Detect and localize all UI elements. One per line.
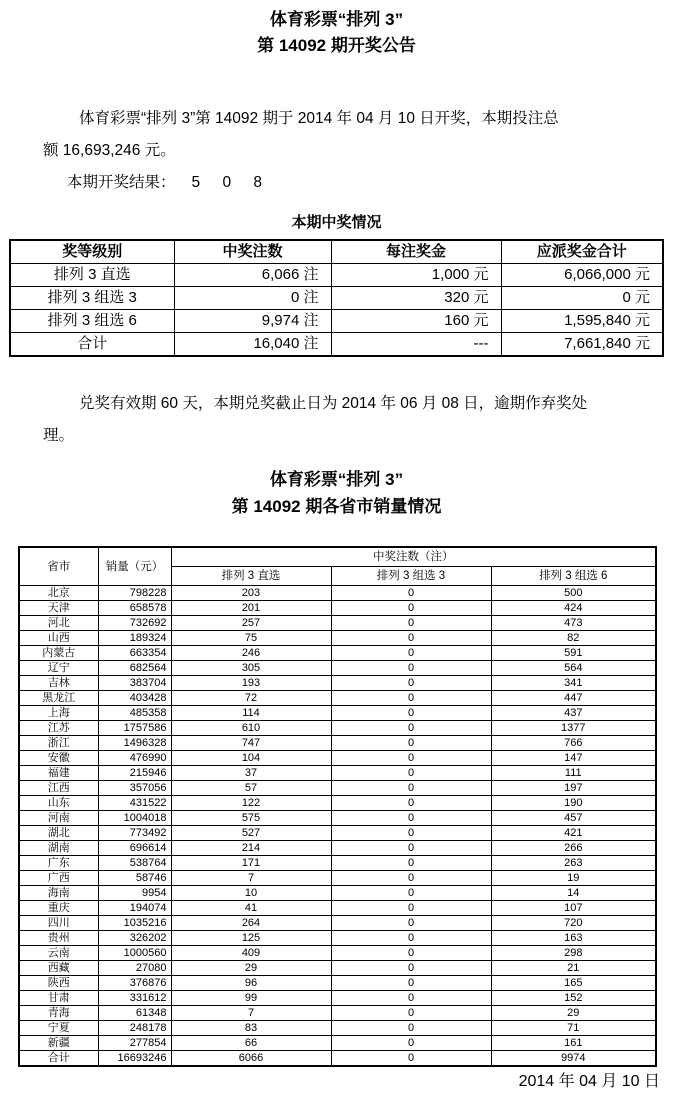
table-cell: 152 — [491, 991, 656, 1006]
table-cell: 71 — [491, 1021, 656, 1036]
table-row — [19, 826, 656, 841]
table-cell: 0 — [331, 721, 491, 736]
table-row — [19, 1021, 656, 1036]
table-cell: 江苏 — [19, 721, 98, 736]
table-cell: 320 元 — [331, 287, 501, 310]
table-cell: 湖北 — [19, 826, 98, 841]
table-cell: 424 — [491, 601, 656, 616]
table-row — [19, 931, 656, 946]
table-cell: 29 — [491, 1006, 656, 1021]
table-cell: 96 — [171, 976, 331, 991]
table-cell: 西藏 — [19, 961, 98, 976]
table-row — [19, 991, 656, 1006]
table-cell: 天津 — [19, 601, 98, 616]
table-cell: 0 元 — [501, 287, 663, 310]
table-cell: 437 — [491, 706, 656, 721]
table-cell: 7 — [171, 1006, 331, 1021]
table-cell: 663354 — [98, 646, 171, 661]
page-title — [0, 0, 673, 59]
table-cell: 147 — [491, 751, 656, 766]
table-cell: 409 — [171, 946, 331, 961]
table-cell: 747 — [171, 736, 331, 751]
table-cell: 排列 3 直选 — [10, 264, 174, 287]
table-cell: 宁夏 — [19, 1021, 98, 1036]
table-cell: 58746 — [98, 871, 171, 886]
table-cell: 421 — [491, 826, 656, 841]
table-row — [19, 646, 656, 661]
table-row — [19, 766, 656, 781]
table-cell: 99 — [171, 991, 331, 1006]
table-cell: 黑龙江 — [19, 691, 98, 706]
table-cell: 0 — [331, 886, 491, 901]
table-cell: 排列 3 组选 6 — [10, 310, 174, 333]
table-cell: 0 — [331, 826, 491, 841]
table-cell: 27080 — [98, 961, 171, 976]
table-cell: 527 — [171, 826, 331, 841]
intro-line2: 额 16,693,246 元。 — [43, 142, 176, 159]
table-row — [10, 287, 663, 310]
table-row — [10, 264, 663, 287]
draw-result-label: 本期开奖结果： — [67, 174, 176, 191]
table-cell: 云南 — [19, 946, 98, 961]
table-cell: 1377 — [491, 721, 656, 736]
table-cell: 104 — [171, 751, 331, 766]
table-cell: 564 — [491, 661, 656, 676]
table-row — [19, 916, 656, 931]
prize-header-amount: 每注奖金 — [331, 240, 501, 264]
table-cell: 合计 — [10, 333, 174, 357]
sales-column-header: 销量（元） — [98, 547, 171, 586]
table-cell: 61348 — [98, 1006, 171, 1021]
sales-title-line1: 体育彩票“排列 3” — [269, 470, 404, 489]
table-cell: 1,595,840 元 — [501, 310, 663, 333]
redeem-notice — [43, 388, 645, 452]
table-cell: 0 — [331, 1006, 491, 1021]
table-row — [19, 856, 656, 871]
table-cell: 766 — [491, 736, 656, 751]
table-cell: 305 — [171, 661, 331, 676]
table-cell: 383704 — [98, 676, 171, 691]
table-cell: 0 — [331, 961, 491, 976]
table-cell: 538764 — [98, 856, 171, 871]
table-cell: --- — [331, 333, 501, 357]
prize-header-count: 中奖注数 — [174, 240, 331, 264]
table-cell: 1035216 — [98, 916, 171, 931]
draw-result-line — [67, 167, 673, 199]
table-cell: 29 — [171, 961, 331, 976]
sales-table — [18, 546, 657, 1067]
table-cell: 河北 — [19, 616, 98, 631]
table-cell: 江西 — [19, 781, 98, 796]
table-cell: 6066 — [171, 1051, 331, 1067]
table-row — [19, 811, 656, 826]
table-row — [19, 901, 656, 916]
table-cell: 0 — [331, 991, 491, 1006]
table-cell: 重庆 — [19, 901, 98, 916]
sales-title-line2: 第 14092 期各省市销量情况 — [231, 497, 442, 516]
table-cell: 163 — [491, 931, 656, 946]
table-row — [19, 601, 656, 616]
intro-paragraph — [43, 103, 645, 167]
table-cell: 辽宁 — [19, 661, 98, 676]
table-cell: 0 — [331, 946, 491, 961]
table-row — [19, 1006, 656, 1021]
table-cell: 403428 — [98, 691, 171, 706]
table-row — [19, 736, 656, 751]
table-cell: 9954 — [98, 886, 171, 901]
table-cell: 0 — [331, 736, 491, 751]
table-cell: 266 — [491, 841, 656, 856]
table-cell: 6,066 注 — [174, 264, 331, 287]
table-cell: 河南 — [19, 811, 98, 826]
table-cell: 75 — [171, 631, 331, 646]
table-cell: 浙江 — [19, 736, 98, 751]
table-cell: 298 — [491, 946, 656, 961]
table-row — [19, 586, 656, 601]
table-row — [19, 961, 656, 976]
table-cell: 37 — [171, 766, 331, 781]
table-cell: 0 — [331, 601, 491, 616]
table-cell: 福建 — [19, 766, 98, 781]
table-row — [19, 676, 656, 691]
table-row — [10, 333, 663, 357]
table-cell: 575 — [171, 811, 331, 826]
table-cell: 0 — [331, 871, 491, 886]
table-cell: 264 — [171, 916, 331, 931]
table-cell: 326202 — [98, 931, 171, 946]
table-cell: 66 — [171, 1036, 331, 1051]
table-row — [19, 976, 656, 991]
table-cell: 83 — [171, 1021, 331, 1036]
table-cell: 1000560 — [98, 946, 171, 961]
table-cell: 7 — [171, 871, 331, 886]
table-cell: 773492 — [98, 826, 171, 841]
table-cell: 214 — [171, 841, 331, 856]
win-counts-group-header: 中奖注数（注） — [171, 547, 656, 567]
table-cell: 82 — [491, 631, 656, 646]
table-cell: 上海 — [19, 706, 98, 721]
table-cell: 合计 — [19, 1051, 98, 1067]
table-cell: 0 — [331, 841, 491, 856]
table-cell: 201 — [171, 601, 331, 616]
table-cell: 189324 — [98, 631, 171, 646]
table-row — [19, 796, 656, 811]
table-cell: 72 — [171, 691, 331, 706]
province-column-header: 省市 — [19, 547, 98, 586]
table-cell: 263 — [491, 856, 656, 871]
table-cell: 青海 — [19, 1006, 98, 1021]
table-cell: 798228 — [98, 586, 171, 601]
table-cell: 0 — [331, 916, 491, 931]
table-cell: 内蒙古 — [19, 646, 98, 661]
table-cell: 广西 — [19, 871, 98, 886]
table-cell: 湖南 — [19, 841, 98, 856]
prize-table-caption: 本期中奖情况 — [291, 214, 382, 231]
table-cell: 0 — [331, 781, 491, 796]
table-cell: 1004018 — [98, 811, 171, 826]
table-cell: 111 — [491, 766, 656, 781]
table-cell: 0 注 — [174, 287, 331, 310]
table-cell: 194074 — [98, 901, 171, 916]
table-cell: 431522 — [98, 796, 171, 811]
table-cell: 10 — [171, 886, 331, 901]
table-cell: 0 — [331, 856, 491, 871]
table-cell: 197 — [491, 781, 656, 796]
table-row — [19, 616, 656, 631]
table-row — [19, 841, 656, 856]
table-cell: 696614 — [98, 841, 171, 856]
table-cell: 山西 — [19, 631, 98, 646]
table-cell: 160 元 — [331, 310, 501, 333]
table-cell: 125 — [171, 931, 331, 946]
table-cell: 排列 3 组选 3 — [10, 287, 174, 310]
sales-section-title — [0, 466, 673, 520]
table-cell: 161 — [491, 1036, 656, 1051]
table-cell: 41 — [171, 901, 331, 916]
sub-column-header-zhixuan: 排列 3 直选 — [171, 567, 331, 586]
table-cell: 9,974 注 — [174, 310, 331, 333]
table-cell: 0 — [331, 646, 491, 661]
table-cell: 0 — [331, 976, 491, 991]
table-cell: 447 — [491, 691, 656, 706]
table-cell: 591 — [491, 646, 656, 661]
table-cell: 0 — [331, 706, 491, 721]
table-cell: 331612 — [98, 991, 171, 1006]
table-row — [19, 691, 656, 706]
table-cell: 257 — [171, 616, 331, 631]
table-cell: 203 — [171, 586, 331, 601]
table-row — [10, 310, 663, 333]
prize-table-header-row — [10, 240, 663, 264]
table-cell: 14 — [491, 886, 656, 901]
table-cell: 0 — [331, 931, 491, 946]
page-title-line1: 体育彩票“排列 3” — [269, 10, 404, 29]
table-cell: 357056 — [98, 781, 171, 796]
table-row — [19, 871, 656, 886]
table-cell: 277854 — [98, 1036, 171, 1051]
table-cell: 甘肃 — [19, 991, 98, 1006]
table-row — [19, 706, 656, 721]
table-cell: 165 — [491, 976, 656, 991]
table-cell: 9974 — [491, 1051, 656, 1067]
table-cell: 0 — [331, 766, 491, 781]
table-cell: 19 — [491, 871, 656, 886]
table-cell: 107 — [491, 901, 656, 916]
table-cell: 吉林 — [19, 676, 98, 691]
table-cell: 682564 — [98, 661, 171, 676]
table-row — [19, 781, 656, 796]
table-cell: 376876 — [98, 976, 171, 991]
table-cell: 6,066,000 元 — [501, 264, 663, 287]
table-cell: 190 — [491, 796, 656, 811]
table-cell: 122 — [171, 796, 331, 811]
table-cell: 0 — [331, 676, 491, 691]
table-row — [19, 751, 656, 766]
table-cell: 720 — [491, 916, 656, 931]
redeem-notice-line2: 理。 — [43, 427, 75, 444]
table-row — [19, 631, 656, 646]
table-cell: 193 — [171, 676, 331, 691]
table-cell: 610 — [171, 721, 331, 736]
table-cell: 341 — [491, 676, 656, 691]
table-row — [19, 886, 656, 901]
redeem-notice-line1: 兑奖有效期 60 天，本期兑奖截止日为 2014 年 06 月 08 日，逾期作弃奖处 — [79, 395, 588, 412]
prize-table — [9, 239, 664, 357]
table-row — [19, 721, 656, 736]
table-cell: 北京 — [19, 586, 98, 601]
table-cell: 7,661,840 元 — [501, 333, 663, 357]
table-cell: 海南 — [19, 886, 98, 901]
table-cell: 0 — [331, 691, 491, 706]
footer-date: 2014 年 04 月 10 日 — [518, 1073, 660, 1090]
table-cell: 473 — [491, 616, 656, 631]
table-cell: 476990 — [98, 751, 171, 766]
table-cell: 广东 — [19, 856, 98, 871]
table-cell: 0 — [331, 616, 491, 631]
prize-header-total: 应派奖金合计 — [501, 240, 663, 264]
table-cell: 171 — [171, 856, 331, 871]
table-cell: 16,040 注 — [174, 333, 331, 357]
table-cell: 陕西 — [19, 976, 98, 991]
table-cell: 21 — [491, 961, 656, 976]
sub-column-header-zuxuan3: 排列 3 组选 3 — [331, 567, 491, 586]
table-cell: 215946 — [98, 766, 171, 781]
table-cell: 贵州 — [19, 931, 98, 946]
table-row — [19, 661, 656, 676]
table-cell: 457 — [491, 811, 656, 826]
table-cell: 0 — [331, 1051, 491, 1067]
table-cell: 57 — [171, 781, 331, 796]
table-cell: 0 — [331, 796, 491, 811]
table-cell: 四川 — [19, 916, 98, 931]
table-cell: 246 — [171, 646, 331, 661]
table-cell: 新疆 — [19, 1036, 98, 1051]
table-cell: 0 — [331, 586, 491, 601]
table-cell: 485358 — [98, 706, 171, 721]
page-title-line2: 第 14092 期开奖公告 — [257, 36, 416, 55]
table-row — [19, 1036, 656, 1051]
table-cell: 安徽 — [19, 751, 98, 766]
draw-result-value: 5 0 8 — [191, 174, 271, 191]
table-row — [19, 946, 656, 961]
intro-line1: 体育彩票“排列 3”第 14092 期于 2014 年 04 月 10 日开奖，本期投注总 — [79, 110, 559, 127]
table-cell: 0 — [331, 661, 491, 676]
table-cell: 1757586 — [98, 721, 171, 736]
table-cell: 0 — [331, 1021, 491, 1036]
prize-header-tier: 奖等级别 — [10, 240, 174, 264]
table-cell: 山东 — [19, 796, 98, 811]
table-cell: 1496328 — [98, 736, 171, 751]
table-cell: 1,000 元 — [331, 264, 501, 287]
sales-table-header-row1 — [19, 547, 656, 567]
table-cell: 0 — [331, 901, 491, 916]
table-row — [19, 1051, 656, 1067]
table-cell: 16693246 — [98, 1051, 171, 1067]
table-cell: 732692 — [98, 616, 171, 631]
table-cell: 0 — [331, 811, 491, 826]
table-cell: 114 — [171, 706, 331, 721]
table-cell: 248178 — [98, 1021, 171, 1036]
table-cell: 0 — [331, 631, 491, 646]
table-cell: 0 — [331, 751, 491, 766]
sub-column-header-zuxuan6: 排列 3 组选 6 — [491, 567, 656, 586]
table-cell: 658578 — [98, 601, 171, 616]
table-cell: 500 — [491, 586, 656, 601]
table-cell: 0 — [331, 1036, 491, 1051]
